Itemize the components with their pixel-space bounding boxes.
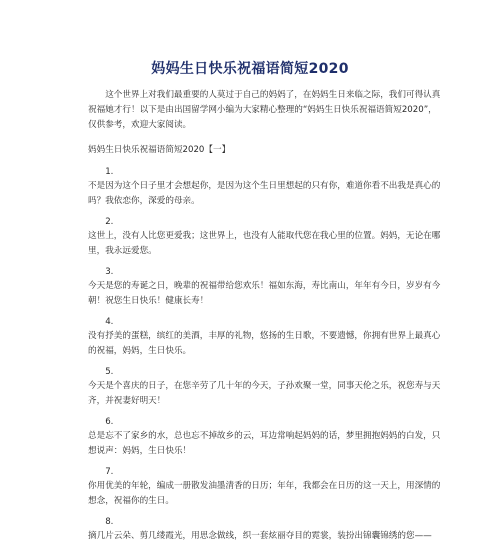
item-text: 总是忘不了家乡的水，总也忘不掉故乡的云，耳边常响起妈妈的话，梦里拥抱妈妈的白发，只想说声：妈妈，生日快乐！ (88, 431, 441, 456)
item-number: 4. (105, 317, 114, 327)
item-number: 2. (105, 217, 114, 227)
list-item (88, 416, 442, 459)
item-text: 不是因为这个日子里才会想起你，是因为这个生日里想起的只有你，难道你看不出我是真心的吗？我依恋你，深爱的母亲。 (88, 181, 441, 206)
item-text: 没有抒美的蛋糕，缤红的美酒，丰厚的礼物，悠扬的生日歌，不要遗憾，你拥有世界上最真心的祝福，妈妈，生日快乐。 (88, 331, 441, 356)
intro-paragraph: 这个世界上对我们最重要的人莫过于自己的妈妈了，在妈妈生日来临之际，我们可得认真祝福她才行！以下是由出国留学网小编为大家精心整理的“妈妈生日快乐祝福语简短2020”，仅供参考，欢迎大家阅读。 (88, 90, 441, 130)
item-number: 6. (105, 417, 114, 427)
item-number: 5. (105, 367, 114, 377)
item-number: 1. (105, 167, 114, 177)
item-text: 今天是您的寿诞之日，晚辈的祝福带给您欢乐！福如东海，寿比南山，年年有今日，岁岁有今朝！祝您生日快乐！健康长寿！ (88, 281, 441, 306)
list-item (88, 366, 442, 409)
item-text: 今天是个喜庆的日子，在您辛劳了几十年的今天，子孙欢聚一堂，同事天伦之乐，祝您寿与天齐，并祝妻好明天！ (88, 381, 441, 406)
item-number: 7. (105, 467, 114, 477)
list-item (88, 216, 442, 259)
document-title: 妈妈生日快乐祝福语简短2020 (151, 61, 349, 77)
list-item (88, 166, 442, 209)
list-item (88, 516, 442, 544)
item-text: 这世上，没有人比您更爱我；这世界上，也没有人能取代您在我心里的位置。妈妈，无论在哪里，我永远爱您。 (88, 231, 441, 256)
list-item (88, 266, 442, 309)
list-item (88, 466, 442, 509)
item-text: 摘几片云朵、剪几缕霞光，用思念做线，织一套炫丽夺目的霓裳，装扮出锦囊锦绣的您—— (88, 531, 432, 541)
item-number: 3. (105, 267, 114, 277)
list-item (88, 316, 442, 359)
item-number: 8. (105, 517, 114, 527)
wish-list (88, 166, 442, 544)
item-text: 你用优美的年轮，编成一册散发油墨清香的日历；年年，我都会在日历的这一天上，用深情的想念，祝福你的生日。 (88, 481, 441, 506)
section-heading: 妈妈生日快乐祝福语简短2020【一】 (88, 145, 231, 155)
